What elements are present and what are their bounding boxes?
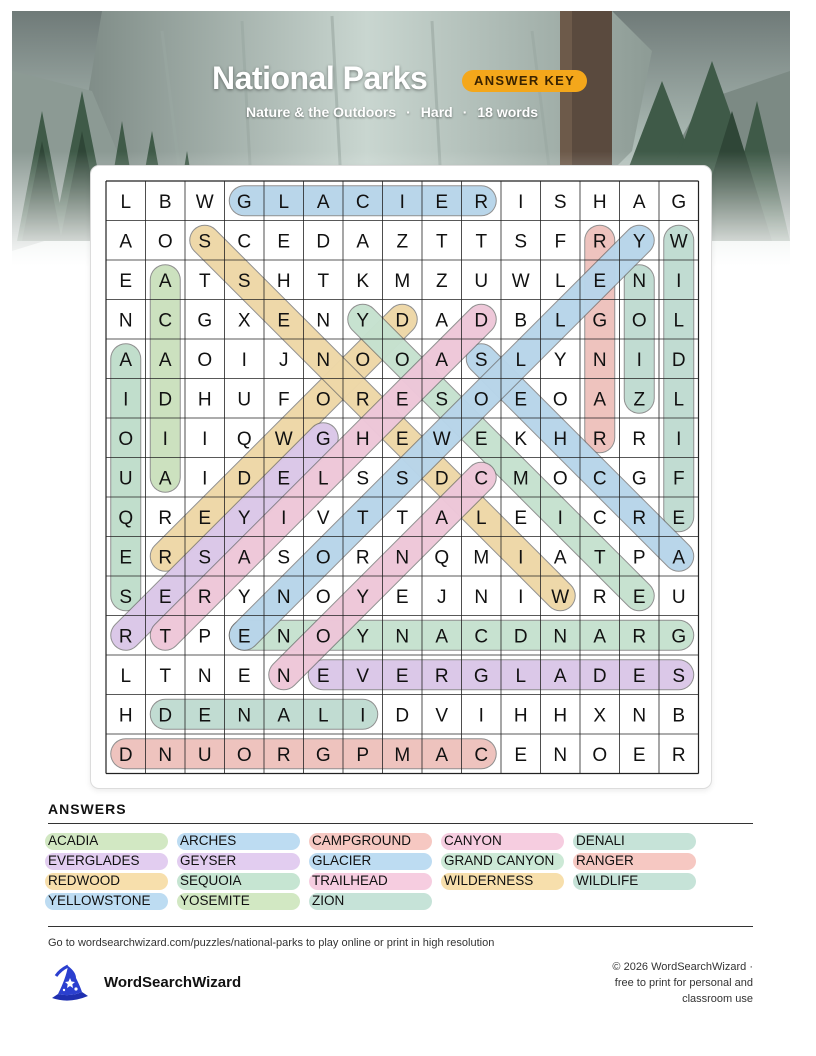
grid-letter: E [158, 586, 172, 608]
grid-letter: M [512, 468, 529, 490]
grid-letter: T [435, 231, 448, 253]
grid-letter: W [511, 270, 530, 292]
grid-letter: G [315, 428, 331, 450]
grid-letter: I [123, 389, 129, 411]
grid-letter: E [395, 586, 409, 608]
grid-letter: Q [118, 507, 134, 529]
answer-item [180, 892, 300, 909]
answer-label: ARCHES [180, 833, 237, 848]
grid-letter: F [554, 231, 567, 253]
grid-letter: A [237, 547, 251, 569]
grid-letter: A [435, 744, 449, 766]
grid-letter: N [276, 665, 291, 687]
grid-letter: F [277, 389, 290, 411]
grid-letter: D [671, 349, 686, 371]
grid-letter: G [592, 310, 608, 332]
grid-letter: L [278, 191, 290, 213]
grid-letter: D [237, 468, 252, 490]
grid-letter: E [672, 507, 686, 529]
answer-label: GLACIER [312, 853, 372, 868]
grid-letter: D [434, 468, 449, 490]
grid-letter: K [514, 428, 528, 450]
answer-label: GEYSER [180, 853, 237, 868]
grid-letter: L [554, 310, 566, 332]
grid-letter: P [198, 626, 212, 648]
answer-item [48, 892, 168, 909]
grid-letter: M [473, 547, 490, 569]
grid-letter: W [195, 191, 214, 213]
grid-letter: O [315, 626, 331, 648]
answer-item [48, 832, 168, 849]
grid-letter: R [355, 389, 370, 411]
answer-key-badge: ANSWER KEY [462, 70, 587, 92]
grid-letter: R [592, 428, 607, 450]
grid-letter: Z [633, 389, 646, 411]
grid-letter: E [119, 270, 133, 292]
grid-letter: Y [237, 507, 251, 529]
grid-letter: J [279, 349, 289, 371]
grid-letter: U [671, 586, 686, 608]
grid-letter: I [518, 586, 524, 608]
grid-letter: H [118, 705, 133, 727]
grid-letter: D [118, 744, 133, 766]
grid-letter: B [672, 705, 686, 727]
grid-letter: L [120, 191, 132, 213]
grid-letter: W [274, 428, 293, 450]
grid-letter: I [518, 191, 524, 213]
answer-item [180, 832, 300, 849]
answer-label: ZION [312, 893, 345, 908]
grid-letter: A [435, 507, 449, 529]
grid-letter: E [277, 468, 291, 490]
grid-letter: R [592, 586, 607, 608]
grid-letter: D [158, 389, 173, 411]
grid-letter: P [632, 547, 646, 569]
grid-letter: T [159, 626, 172, 648]
grid-letter: C [355, 191, 370, 213]
grid-letter: G [197, 310, 213, 332]
grid-letter: Y [237, 586, 251, 608]
grid-letter: I [557, 507, 563, 529]
divider [48, 823, 753, 824]
grid-letter: E [395, 428, 409, 450]
grid-letter: E [237, 626, 251, 648]
grid-letter: A [356, 231, 370, 253]
grid-letter: L [317, 705, 329, 727]
category-label: Nature & the Outdoors [246, 104, 397, 120]
answer-label: YELLOWSTONE [48, 893, 151, 908]
grid-letter: T [317, 270, 330, 292]
grid-letter: O [355, 349, 371, 371]
grid-letter: C [237, 231, 252, 253]
grid-letter: C [592, 507, 607, 529]
answer-item [312, 832, 432, 849]
grid-letter: L [120, 665, 132, 687]
grid-letter: K [356, 270, 370, 292]
answer-label: YOSEMITE [180, 893, 250, 908]
grid-letter: A [435, 310, 449, 332]
grid-letter: G [315, 744, 331, 766]
answers-heading: ANSWERS [48, 801, 127, 817]
answer-item [312, 872, 432, 889]
grid-letter: E [435, 191, 449, 213]
copyright-line: classroom use [682, 993, 753, 1005]
grid-letter: N [276, 586, 291, 608]
grid-letter: D [395, 310, 410, 332]
grid-letter: L [673, 310, 685, 332]
answer-label: ACADIA [48, 833, 99, 848]
grid-letter: A [119, 349, 133, 371]
grid-letter: A [277, 705, 291, 727]
grid-letter: A [158, 468, 172, 490]
grid-letter: R [276, 744, 291, 766]
puzzle-title: National Parks [212, 60, 428, 96]
grid-letter: S [474, 349, 488, 371]
puzzle-subtitle [246, 104, 538, 120]
grid-letter: O [552, 468, 568, 490]
grid-letter: L [475, 507, 487, 529]
divider [48, 926, 753, 927]
grid-letter: R [632, 626, 647, 648]
grid-letter: L [673, 389, 685, 411]
grid-letter: N [553, 626, 568, 648]
grid-letter: I [281, 507, 287, 529]
grid-letter: I [360, 705, 366, 727]
grid-letter: O [473, 389, 489, 411]
grid-letter: Z [396, 231, 409, 253]
answer-item [48, 852, 168, 869]
answer-item [576, 872, 696, 889]
grid-letter: T [396, 507, 409, 529]
grid-letter: N [158, 744, 173, 766]
grid-letter: I [478, 705, 484, 727]
separator-dot: · [462, 104, 468, 120]
grid-letter: I [636, 349, 642, 371]
answer-item [576, 852, 696, 869]
grid-letter: E [119, 547, 133, 569]
answer-item [312, 852, 432, 869]
grid-letter: H [355, 428, 370, 450]
grid-letter: S [237, 270, 251, 292]
grid-letter: Y [356, 310, 370, 332]
grid-letters [118, 192, 687, 766]
grid-letter: O [315, 389, 331, 411]
grid-letter: W [669, 231, 688, 253]
grid-letter: M [394, 744, 411, 766]
grid-letter: I [676, 428, 682, 450]
grid-letter: N [118, 310, 133, 332]
grid-letter: E [514, 507, 528, 529]
answer-label: REDWOOD [48, 873, 120, 888]
puzzle-card [90, 165, 712, 789]
grid-letter: T [593, 547, 606, 569]
grid-letter: X [593, 705, 607, 727]
grid-letter: A [553, 547, 567, 569]
grid-letter: U [197, 744, 212, 766]
grid-letter: R [592, 231, 607, 253]
grid-letter: S [356, 468, 370, 490]
grid-letter: E [277, 310, 291, 332]
grid-letter: E [198, 507, 212, 529]
grid-letter: Z [435, 270, 448, 292]
wizard-hat-icon [46, 964, 92, 1009]
grid-letter: O [236, 744, 252, 766]
grid-letter: Y [553, 349, 567, 371]
grid-letter: A [593, 626, 607, 648]
grid-letter: E [632, 586, 646, 608]
grid-letter: E [198, 705, 212, 727]
grid-letter: S [198, 547, 212, 569]
answer-label: SEQUOIA [180, 873, 242, 888]
answer-item [576, 832, 696, 849]
copyright-notice [583, 959, 753, 1007]
answer-label: EVERGLADES [48, 853, 140, 868]
grid-letter: N [316, 349, 331, 371]
grid-letter: X [237, 310, 251, 332]
grid-letter: O [315, 586, 331, 608]
grid-letter: N [553, 744, 568, 766]
grid-letter: E [237, 665, 251, 687]
grid-letter: R [158, 507, 173, 529]
grid-letter: N [276, 626, 291, 648]
grid-letter: E [277, 231, 291, 253]
grid-letter: O [315, 547, 331, 569]
grid-letter: T [356, 507, 369, 529]
grid-letter: R [158, 547, 173, 569]
grid-letter: D [395, 705, 410, 727]
grid-letter: D [592, 665, 607, 687]
grid-letter: O [157, 231, 173, 253]
grid-letter: A [158, 270, 172, 292]
grid-letter: E [474, 428, 488, 450]
grid-letter: R [632, 428, 647, 450]
grid-letter: H [513, 705, 528, 727]
grid-letter: N [592, 349, 607, 371]
grid-letter: J [437, 586, 447, 608]
grid-letter: O [394, 349, 410, 371]
grid-letter: O [631, 310, 647, 332]
grid-letter: B [158, 191, 172, 213]
grid-letter: U [118, 468, 133, 490]
grid-letter: O [197, 349, 213, 371]
word-count-label: 18 words [477, 104, 539, 120]
grid-letter: I [202, 468, 208, 490]
grid-letter: T [198, 270, 211, 292]
grid-letter: N [474, 586, 489, 608]
grid-letter: R [434, 665, 449, 687]
grid-letter: N [197, 665, 212, 687]
copyright-line: © 2026 WordSearchWizard · [612, 961, 753, 973]
grid-letter: H [197, 389, 212, 411]
grid-letter: U [237, 389, 252, 411]
grid-letter: A [435, 626, 449, 648]
grid-letter: L [515, 665, 527, 687]
grid-letter: S [553, 191, 567, 213]
grid-letter: V [435, 705, 449, 727]
grid-letter: A [316, 191, 330, 213]
grid-letter: V [316, 507, 330, 529]
grid-letter: I [399, 191, 405, 213]
answer-item [444, 832, 564, 849]
grid-letter: W [551, 586, 570, 608]
grid-letter: A [593, 389, 607, 411]
copyright-line: free to print for personal and [614, 977, 753, 989]
grid-letter: N [632, 270, 647, 292]
grid-letter: A [553, 665, 567, 687]
grid-letter: G [671, 626, 687, 648]
grid-letter: D [158, 705, 173, 727]
grid-letter: S [435, 389, 449, 411]
grid-letter: N [237, 705, 252, 727]
grid-letter: A [672, 547, 686, 569]
grid-letter: B [514, 310, 528, 332]
grid-letter: V [356, 665, 370, 687]
answer-label: CAMPGROUND [312, 833, 412, 848]
grid-letter: A [435, 349, 449, 371]
grid-letter: S [514, 231, 528, 253]
grid-letter: S [277, 547, 291, 569]
grid-letter: Y [632, 231, 646, 253]
grid-letter: D [513, 626, 528, 648]
grid-letter: E [514, 744, 528, 766]
grid-letter: P [356, 744, 370, 766]
answer-label: CANYON [444, 833, 502, 848]
grid-letter: S [198, 231, 212, 253]
grid-letter: N [395, 547, 410, 569]
grid-letter: Q [236, 428, 252, 450]
grid-letter: H [276, 270, 291, 292]
grid-letter: E [395, 665, 409, 687]
grid-letter: S [395, 468, 409, 490]
grid-letter: H [592, 191, 607, 213]
grid-letter: Y [356, 586, 370, 608]
answer-item [312, 892, 432, 909]
grid-letter: N [395, 626, 410, 648]
grid-letter: T [159, 665, 172, 687]
grid-letter: I [202, 428, 208, 450]
grid-letter: C [158, 310, 173, 332]
grid-letter: C [474, 626, 489, 648]
answer-item [180, 872, 300, 889]
answer-item [444, 852, 564, 869]
grid-letter: I [676, 270, 682, 292]
grid-letter: E [514, 389, 528, 411]
grid-letter: O [552, 389, 568, 411]
answer-label: TRAILHEAD [312, 873, 388, 888]
word-search-grid [91, 166, 711, 788]
brand-name: WordSearchWizard [104, 974, 242, 991]
grid-letter: W [432, 428, 451, 450]
grid-letter: R [197, 586, 212, 608]
grid-letter: T [475, 231, 488, 253]
grid-letter: L [515, 349, 527, 371]
grid-letter: E [632, 665, 646, 687]
online-link-text: Go to wordsearchwizard.com/puzzles/national-parks to play online or print in high resolution [48, 937, 495, 949]
grid-letter: A [632, 191, 646, 213]
grid-letter: D [474, 310, 489, 332]
grid-letter: H [553, 428, 568, 450]
grid-letter: E [593, 270, 607, 292]
grid-letter: Y [356, 626, 370, 648]
grid-letter: S [119, 586, 133, 608]
answer-label: WILDERNESS [444, 873, 534, 888]
grid-letter: E [395, 389, 409, 411]
grid-letter: R [632, 507, 647, 529]
grid-letter: N [632, 705, 647, 727]
grid-letter: O [118, 428, 134, 450]
grid-letter: N [316, 310, 331, 332]
grid-letter: M [394, 270, 411, 292]
grid-letter: R [355, 547, 370, 569]
answer-item [444, 872, 564, 889]
grid-letter: R [118, 626, 133, 648]
grid-letter: U [474, 270, 489, 292]
grid-letter: C [592, 468, 607, 490]
grid-letter: H [553, 705, 568, 727]
answer-label: RANGER [576, 853, 634, 868]
grid-letter: F [672, 468, 685, 490]
answer-label: DENALI [576, 833, 625, 848]
grid-letter: E [316, 665, 330, 687]
grid-letter: I [162, 428, 168, 450]
grid-letter: R [474, 191, 489, 213]
answers-list [48, 832, 753, 912]
separator-dot: · [406, 104, 411, 120]
grid-letter: A [119, 231, 133, 253]
grid-letter: I [518, 547, 524, 569]
grid-letter: S [672, 665, 686, 687]
grid-letter: C [474, 744, 489, 766]
grid-letter: G [671, 191, 687, 213]
grid-letter: G [473, 665, 489, 687]
answer-item [48, 872, 168, 889]
grid-letter: L [317, 468, 329, 490]
grid-letter: E [632, 744, 646, 766]
grid-letter: G [631, 468, 647, 490]
grid-letter: D [316, 231, 331, 253]
grid-letter: O [592, 744, 608, 766]
answer-label: GRAND CANYON [444, 853, 555, 868]
grid-letter: C [474, 468, 489, 490]
grid-letter: I [241, 349, 247, 371]
answer-label: WILDLIFE [576, 873, 639, 888]
grid-letter: A [158, 349, 172, 371]
grid-letter: L [554, 270, 566, 292]
grid-letter: Q [434, 547, 450, 569]
grid-letter: G [236, 191, 252, 213]
answer-item [180, 852, 300, 869]
difficulty-label: Hard [420, 104, 453, 120]
grid-letter: R [671, 744, 686, 766]
